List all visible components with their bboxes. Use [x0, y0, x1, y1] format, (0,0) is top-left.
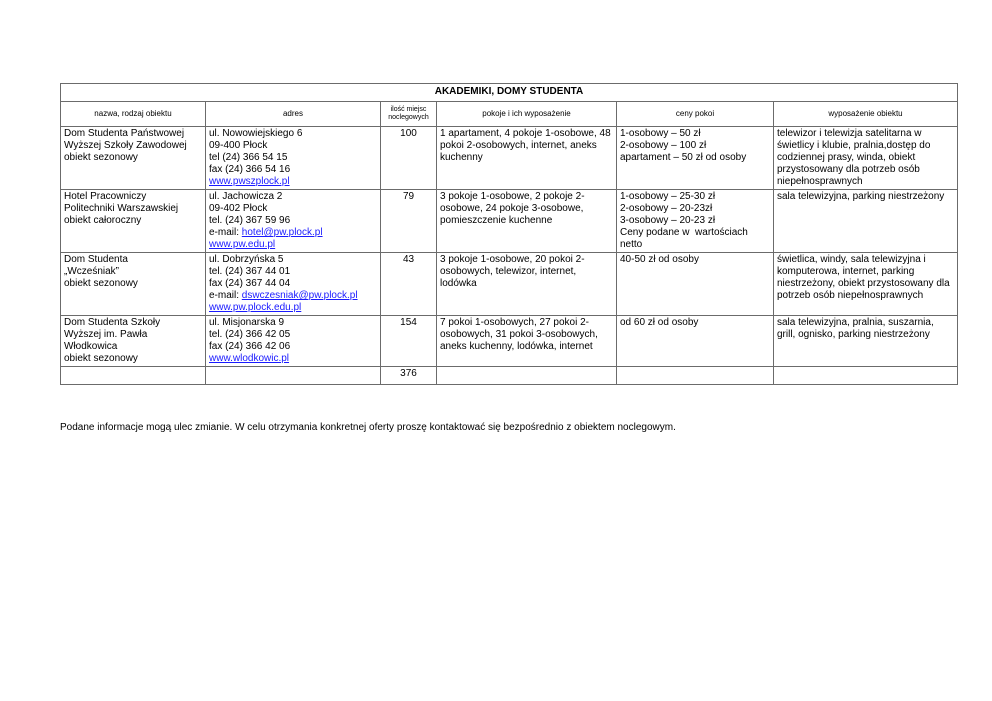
- header-prices: ceny pokoi: [617, 102, 774, 127]
- places-count: 154: [381, 316, 437, 367]
- places-count: 79: [381, 190, 437, 253]
- object-name-line: obiekt sezonowy: [64, 353, 138, 364]
- object-name-line: Wyższej im. Pawła: [64, 329, 148, 340]
- table-title: AKADEMIKI, DOMY STUDENTA: [61, 84, 958, 102]
- address-line: [209, 302, 377, 314]
- object-name: [61, 127, 206, 190]
- price-line: 2-osobowy – 100 zł: [620, 140, 707, 151]
- address-text: 09-400 Płock: [209, 140, 268, 151]
- address-text: 09-402 Płock: [209, 203, 268, 214]
- address-line: [209, 128, 377, 140]
- table-row: [61, 190, 958, 253]
- address-line: [209, 164, 377, 176]
- header-address: adres: [206, 102, 381, 127]
- address-line: [209, 140, 377, 152]
- total-places: 376: [381, 367, 437, 385]
- room-prices: [617, 316, 774, 367]
- address-line: [209, 152, 377, 164]
- address-text: tel (24) 366 54 15: [209, 152, 288, 163]
- price-line: apartament – 50 zł od osoby: [620, 152, 747, 163]
- address-line: [209, 278, 377, 290]
- address-line: [209, 266, 377, 278]
- price-line: 1-osobowy – 25-30 zł: [620, 191, 716, 202]
- places-count: 100: [381, 127, 437, 190]
- website-link[interactable]: www.wlodkowic.pl: [209, 353, 290, 364]
- table-row: [61, 253, 958, 316]
- address-text: ul. Dobrzyńska 5: [209, 254, 284, 265]
- object-address: [206, 127, 381, 190]
- object-name-line: Włodkowica: [64, 341, 118, 352]
- object-facilities: sala telewizyjna, pralnia, suszarnia, grill, ognisko, parking niestrzeżony: [774, 316, 958, 367]
- address-text: ul. Misjonarska 9: [209, 317, 285, 328]
- address-line: [209, 341, 377, 353]
- object-facilities: telewizor i telewizja satelitarna w świetlicy i klubie, pralnia,dostęp do codziennej prasy, winda, obiekt przystosowany dla potrzeb osób niepełnosprawnych: [774, 127, 958, 190]
- object-address: [206, 253, 381, 316]
- price-line: 3-osobowy – 20-23 zł: [620, 215, 716, 226]
- price-line: 1-osobowy – 50 zł: [620, 128, 701, 139]
- object-facilities: sala telewizyjna, parking niestrzeżony: [774, 190, 958, 253]
- object-name: [61, 190, 206, 253]
- address-text: fax (24) 366 42 06: [209, 341, 291, 352]
- address-line: [209, 191, 377, 203]
- object-name-line: obiekt sezonowy: [64, 278, 138, 289]
- object-name-line: Wyższej Szkoły Zawodowej: [64, 140, 187, 151]
- address-line: [209, 239, 377, 251]
- total-empty: [437, 367, 617, 385]
- email-link[interactable]: dswczesniak@pw.plock.pl: [241, 290, 358, 301]
- website-link[interactable]: www.pwszplock.pl: [209, 176, 290, 187]
- address-text: fax (24) 366 54 16: [209, 164, 291, 175]
- rooms-description: 3 pokoje 1-osobowe, 20 pokoi 2-osobowych, telewizor, internet, lodówka: [437, 253, 617, 316]
- address-text: tel. (24) 366 42 05: [209, 329, 291, 340]
- object-name: [61, 316, 206, 367]
- address-text: tel. (24) 367 44 01: [209, 266, 291, 277]
- header-places: ilość miejsc noclegowych: [381, 102, 437, 127]
- price-line: 2-osobowy – 20-23zł: [620, 203, 713, 214]
- address-line: [209, 254, 377, 266]
- rooms-description: 1 apartament, 4 pokoje 1-osobowe, 48 pokoi 2-osobowych, internet, aneks kuchenny: [437, 127, 617, 190]
- object-name-line: Dom Studenta Państwowej: [64, 128, 185, 139]
- header-facilities: wyposażenie obiektu: [774, 102, 958, 127]
- email-link[interactable]: hotel@pw.plock.pl: [241, 227, 323, 238]
- object-name-line: Hotel Pracowniczy: [64, 191, 147, 202]
- object-name-line: Dom Studenta Szkoły: [64, 317, 161, 328]
- total-empty: [206, 367, 381, 385]
- address-text: fax (24) 367 44 04: [209, 278, 291, 289]
- address-line: [209, 203, 377, 215]
- header-row: [61, 102, 958, 127]
- address-line: [209, 317, 377, 329]
- address-line: [209, 227, 377, 239]
- address-text: e-mail:: [209, 227, 242, 238]
- address-line: [209, 215, 377, 227]
- address-text: ul. Nowowiejskiego 6: [209, 128, 303, 139]
- object-name-line: Politechniki Warszawskiej: [64, 203, 179, 214]
- address-line: [209, 353, 377, 365]
- price-line: Ceny podane w wartościach netto: [620, 227, 751, 250]
- room-prices: [617, 253, 774, 316]
- object-name-line: „Wcześniak”: [64, 266, 120, 277]
- price-line: od 60 zł od osoby: [620, 317, 699, 328]
- price-line: 40-50 zł od osoby: [620, 254, 699, 265]
- total-empty: [617, 367, 774, 385]
- address-line: [209, 176, 377, 188]
- header-name: nazwa, rodzaj obiektu: [61, 102, 206, 127]
- header-rooms: pokoje i ich wyposażenie: [437, 102, 617, 127]
- places-count: 43: [381, 253, 437, 316]
- total-empty: [774, 367, 958, 385]
- address-line: [209, 290, 377, 302]
- website-link[interactable]: www.pw.edu.pl: [209, 239, 276, 250]
- room-prices: [617, 190, 774, 253]
- disclaimer-note: Podane informacje mogą ulec zmianie. W celu otrzymania konkretnej oferty proszę kontaktować się bezpośrednio z obiektem noclegowym.: [60, 422, 676, 433]
- accommodation-table: [60, 83, 958, 385]
- address-line: [209, 329, 377, 341]
- total-empty: [61, 367, 206, 385]
- object-name-line: obiekt sezonowy: [64, 152, 138, 163]
- room-prices: [617, 127, 774, 190]
- object-address: [206, 316, 381, 367]
- table-row: [61, 127, 958, 190]
- total-row: [61, 367, 958, 385]
- object-name-line: obiekt całoroczny: [64, 215, 142, 226]
- address-text: ul. Jachowicza 2: [209, 191, 283, 202]
- object-facilities: świetlica, windy, sala telewizyjna i komputerowa, internet, parking niestrzeżony, obiekt przystosowany dla potrzeb osób niepełnosprawnych: [774, 253, 958, 316]
- website-link[interactable]: www.pw.plock.edu.pl: [209, 302, 302, 313]
- object-name: [61, 253, 206, 316]
- object-name-line: Dom Studenta: [64, 254, 128, 265]
- rooms-description: 7 pokoi 1-osobowych, 27 pokoi 2-osobowych, 31 pokoi 3-osobowych, aneks kuchenny, lodówka, internet: [437, 316, 617, 367]
- table-row: [61, 316, 958, 367]
- address-text: e-mail:: [209, 290, 242, 301]
- address-text: tel. (24) 367 59 96: [209, 215, 291, 226]
- rooms-description: 3 pokoje 1-osobowe, 2 pokoje 2-osobowe, 24 pokoje 3-osobowe, pomieszczenie kuchenne: [437, 190, 617, 253]
- object-address: [206, 190, 381, 253]
